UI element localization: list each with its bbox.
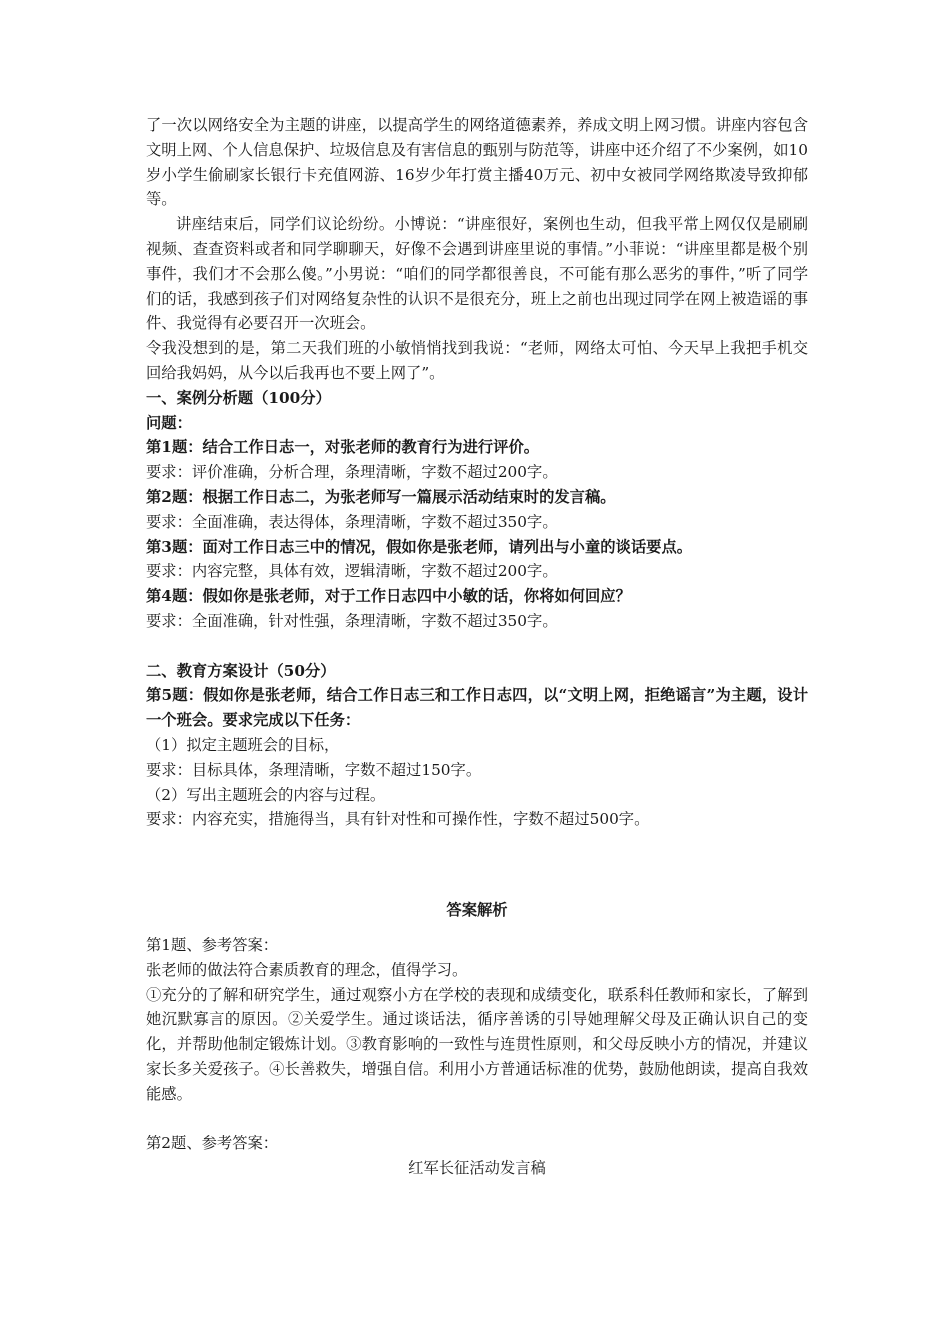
question-2-title: 第2题：根据工作日志二，为张老师写一篇展示活动结束时的发言稿。 — [146, 487, 616, 506]
answer-2-label: 第2题、参考答案： — [146, 1134, 279, 1153]
section1-heading: 一、案例分析题（100分） — [146, 388, 331, 407]
answers-title: 答案解析 — [446, 901, 508, 920]
spacer — [146, 634, 808, 659]
answer-2-speech-title: 红军长征活动发言稿 — [408, 1159, 546, 1178]
question-4-title: 第4题：假如你是张老师，对于工作日志四中小敏的话，你将如何回应？ — [146, 587, 631, 606]
answer-1-label: 第1题、参考答案： — [146, 935, 279, 954]
question-1-title: 第1题：结合工作日志一，对张老师的教育行为进行评价。 — [146, 438, 540, 457]
answer-1-body: ①充分的了解和研究学生，通过观察小方在学校的表现和成绩变化，联系科任教师和家长，了解到她沉默寡言的原因。②关爱学生。通过谈话法，循序善诱的引导她理解父母及正确认识自己的变化，并帮助他制定锻炼计划。③教育影响的一致性与连贯性原则，和父母反映小方的情况，并建议家长多关爱孩子。④长善救失，增强自信。利用小方普通话标准的优势，鼓励他朗读，提高自我效能感。 — [146, 985, 808, 1103]
intro-paragraph-1: 了一次以网络安全为主题的讲座，以提高学生的网络道德素养，养成文明上网习惯。讲座内容包含文明上网、个人信息保护、垃圾信息及有害信息的甄别与防范等，讲座中还介绍了不少案例，如10岁小学生偷刷家长银行卡充值网游、16岁少年打赏主播40万元、初中女被同学网络欺凌导致抑郁等。 — [146, 116, 808, 209]
task-1-requirement: 要求：目标具体，条理清晰，字数不超过150字。 — [146, 760, 482, 779]
task-2: （2）写出主题班会的内容与过程。 — [146, 785, 386, 804]
question-5-title: 第5题：假如你是张老师，结合工作日志三和工作日志四，以“文明上网，拒绝谣言”为主题，设计一个班会。要求完成以下任务： — [146, 686, 808, 730]
question-2-requirement: 要求：全面准确，表达得体，条理清晰，字数不超过350字。 — [146, 512, 558, 531]
question-4-requirement: 要求：全面准确，针对性强，条理清晰，字数不超过350字。 — [146, 611, 558, 630]
answer-1-summary: 张老师的做法符合素质教育的理念，值得学习。 — [146, 960, 468, 979]
question-3-title: 第3题：面对工作日志三中的情况，假如你是张老师，请列出与小童的谈话要点。 — [146, 537, 693, 556]
intro-paragraph-2: 讲座结束后，同学们议论纷纷。小博说：“讲座很好，案例也生动，但我平常上网仅仅是刷刷视频、查查资料或者和同学聊聊天，好像不会遇到讲座里说的事情。”小菲说：“讲座里都是极个别事件，我们才不会那么傻。”小男说：“咱们的同学都很善良，不可能有那么恶劣的事件，”听了同学们的话，我感到孩子们对网络复杂性的认识不是很充分，班上之前也出现过同学在网上被造谣的事件、我觉得有必要召开一次班会。 — [146, 215, 808, 333]
question-3-requirement: 要求：内容完整，具体有效，逻辑清晰，字数不超过200字。 — [146, 562, 558, 581]
document-page — [146, 113, 808, 1181]
intro-paragraph-3: 令我没想到的是，第二天我们班的小敏悄悄找到我说：“老师，网络太可怕、今天早上我把手机交回给我妈妈，从今以后我再也不要上网了”。 — [146, 339, 808, 382]
spacer — [146, 1106, 808, 1131]
task-1: （1）拟定主题班会的目标， — [146, 735, 340, 754]
questions-label: 问题： — [146, 413, 192, 432]
question-1-requirement: 要求：评价准确，分析合理，条理清晰，字数不超过200字。 — [146, 463, 558, 482]
section2-heading: 二、教育方案设计（50分） — [146, 661, 336, 680]
task-2-requirement: 要求：内容充实，措施得当，具有针对性和可操作性，字数不超过500字。 — [146, 810, 650, 829]
